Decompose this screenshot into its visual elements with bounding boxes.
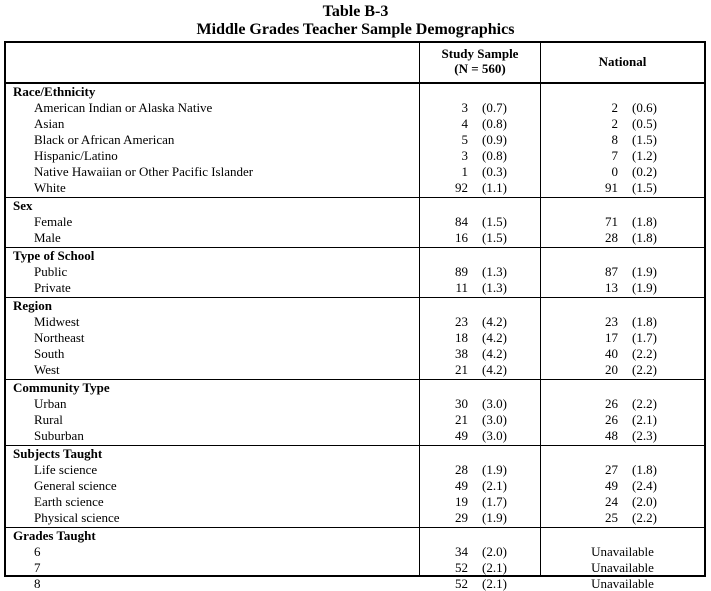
section-heading: Race/Ethnicity — [13, 84, 96, 99]
section-heading: Region — [13, 298, 52, 313]
study-standard-error: (2.1) — [482, 576, 507, 591]
national-percent: 71 — [605, 214, 618, 229]
study-percent: 16 — [455, 230, 468, 245]
study-percent: 38 — [455, 346, 468, 361]
study-standard-error: (1.5) — [482, 214, 507, 229]
study-percent: 30 — [455, 396, 468, 411]
section-rule — [6, 527, 704, 528]
national-standard-error: (2.4) — [632, 478, 657, 493]
row-label: White — [34, 180, 66, 195]
national-percent: 24 — [605, 494, 618, 509]
national-unavailable: Unavailable — [591, 560, 654, 575]
national-percent: 26 — [605, 396, 618, 411]
national-percent: 0 — [611, 164, 618, 179]
row-label: Native Hawaiian or Other Pacific Islander — [34, 164, 254, 179]
header-study-sample-n: (N = 560) — [454, 61, 506, 76]
row-label: Physical science — [34, 510, 120, 525]
row-label: Life science — [34, 462, 98, 477]
section-heading: Type of School — [13, 248, 95, 263]
study-standard-error: (0.9) — [482, 132, 507, 147]
national-percent: 91 — [605, 180, 618, 195]
header-study-sample — [420, 46, 540, 76]
study-standard-error: (0.7) — [482, 100, 507, 115]
header-national: National — [598, 54, 647, 69]
section-heading: Grades Taught — [13, 528, 96, 543]
national-standard-error: (1.2) — [632, 148, 657, 163]
national-standard-error: (1.9) — [632, 280, 657, 295]
column-divider-study — [419, 43, 420, 575]
study-percent: 5 — [461, 132, 468, 147]
header-rule — [6, 82, 704, 84]
row-label: American Indian or Alaska Native — [34, 100, 213, 115]
row-label: South — [34, 346, 65, 361]
row-label: Northeast — [34, 330, 85, 345]
study-standard-error: (0.3) — [482, 164, 507, 179]
study-standard-error: (2.1) — [482, 478, 507, 493]
national-percent: 2 — [611, 100, 618, 115]
study-percent: 49 — [455, 478, 468, 493]
section-heading: Sex — [13, 198, 33, 213]
study-percent: 1 — [461, 164, 468, 179]
header-study-sample-label: Study Sample — [441, 46, 519, 61]
row-label: Male — [34, 230, 61, 245]
study-standard-error: (2.0) — [482, 544, 507, 559]
study-standard-error: (4.2) — [482, 362, 507, 377]
row-label: 6 — [34, 544, 41, 559]
national-standard-error: (2.0) — [632, 494, 657, 509]
study-standard-error: (1.1) — [482, 180, 507, 195]
national-standard-error: (2.2) — [632, 362, 657, 377]
national-standard-error: (2.2) — [632, 346, 657, 361]
row-label: Female — [34, 214, 73, 229]
national-percent: 27 — [605, 462, 618, 477]
national-standard-error: (0.5) — [632, 116, 657, 131]
study-percent: 3 — [461, 100, 468, 115]
study-standard-error: (4.2) — [482, 330, 507, 345]
study-percent: 4 — [461, 116, 468, 131]
row-label: Public — [34, 264, 68, 279]
study-percent: 21 — [455, 412, 468, 427]
row-label: Asian — [34, 116, 65, 131]
study-standard-error: (1.7) — [482, 494, 507, 509]
study-percent: 84 — [455, 214, 468, 229]
study-percent: 23 — [455, 314, 468, 329]
national-standard-error: (1.8) — [632, 214, 657, 229]
national-percent: 87 — [605, 264, 618, 279]
section-rule — [6, 197, 704, 198]
national-standard-error: (2.1) — [632, 412, 657, 427]
study-percent: 92 — [455, 180, 468, 195]
row-label: 8 — [34, 576, 41, 591]
study-percent: 18 — [455, 330, 468, 345]
national-percent: 17 — [605, 330, 618, 345]
national-standard-error: (2.2) — [632, 510, 657, 525]
row-label: General science — [34, 478, 117, 493]
study-percent: 52 — [455, 576, 468, 591]
national-percent: 48 — [605, 428, 618, 443]
study-standard-error: (1.9) — [482, 510, 507, 525]
row-label: Hispanic/Latino — [34, 148, 118, 163]
national-percent: 2 — [611, 116, 618, 131]
national-standard-error: (1.7) — [632, 330, 657, 345]
national-percent: 20 — [605, 362, 618, 377]
national-standard-error: (1.9) — [632, 264, 657, 279]
study-standard-error: (0.8) — [482, 116, 507, 131]
national-unavailable: Unavailable — [591, 544, 654, 559]
section-rule — [6, 445, 704, 446]
study-percent: 19 — [455, 494, 468, 509]
row-label: Midwest — [34, 314, 80, 329]
study-standard-error: (1.3) — [482, 280, 507, 295]
study-standard-error: (3.0) — [482, 412, 507, 427]
national-percent: 23 — [605, 314, 618, 329]
table-number: Table B-3 — [322, 3, 389, 20]
row-label: West — [34, 362, 60, 377]
study-percent: 21 — [455, 362, 468, 377]
study-percent: 89 — [455, 264, 468, 279]
section-heading: Subjects Taught — [13, 446, 103, 461]
section-rule — [6, 379, 704, 380]
national-percent: 28 — [605, 230, 618, 245]
column-divider-national — [540, 43, 541, 575]
demographics-table — [4, 41, 706, 591]
row-label: Urban — [34, 396, 67, 411]
national-percent: 7 — [611, 148, 618, 163]
national-standard-error: (1.8) — [632, 314, 657, 329]
national-standard-error: (0.6) — [632, 100, 657, 115]
study-percent: 28 — [455, 462, 468, 477]
study-standard-error: (1.5) — [482, 230, 507, 245]
study-percent: 49 — [455, 428, 468, 443]
national-standard-error: (2.2) — [632, 396, 657, 411]
section-rule — [6, 247, 704, 248]
national-percent: 8 — [611, 132, 618, 147]
national-standard-error: (1.5) — [632, 132, 657, 147]
national-standard-error: (1.8) — [632, 230, 657, 245]
national-standard-error: (1.5) — [632, 180, 657, 195]
study-standard-error: (2.1) — [482, 560, 507, 575]
study-percent: 34 — [455, 544, 468, 559]
national-standard-error: (0.2) — [632, 164, 657, 179]
national-standard-error: (1.8) — [632, 462, 657, 477]
study-standard-error: (0.8) — [482, 148, 507, 163]
national-percent: 40 — [605, 346, 618, 361]
section-rule — [6, 297, 704, 298]
study-standard-error: (3.0) — [482, 396, 507, 411]
row-label: Suburban — [34, 428, 84, 443]
study-percent: 11 — [455, 280, 468, 295]
national-percent: 26 — [605, 412, 618, 427]
study-percent: 29 — [455, 510, 468, 525]
section-heading: Community Type — [13, 380, 110, 395]
national-unavailable: Unavailable — [591, 576, 654, 591]
study-standard-error: (3.0) — [482, 428, 507, 443]
study-percent: 52 — [455, 560, 468, 575]
national-standard-error: (2.3) — [632, 428, 657, 443]
row-label: Private — [34, 280, 71, 295]
study-percent: 3 — [461, 148, 468, 163]
study-standard-error: (1.3) — [482, 264, 507, 279]
row-label: Rural — [34, 412, 63, 427]
table-title: Middle Grades Teacher Sample Demographics — [196, 21, 515, 38]
row-label: 7 — [34, 560, 41, 575]
row-label: Earth science — [34, 494, 104, 509]
study-standard-error: (1.9) — [482, 462, 507, 477]
national-percent: 49 — [605, 478, 618, 493]
study-standard-error: (4.2) — [482, 346, 507, 361]
national-percent: 13 — [605, 280, 618, 295]
row-label: Black or African American — [34, 132, 175, 147]
study-standard-error: (4.2) — [482, 314, 507, 329]
national-percent: 25 — [605, 510, 618, 525]
